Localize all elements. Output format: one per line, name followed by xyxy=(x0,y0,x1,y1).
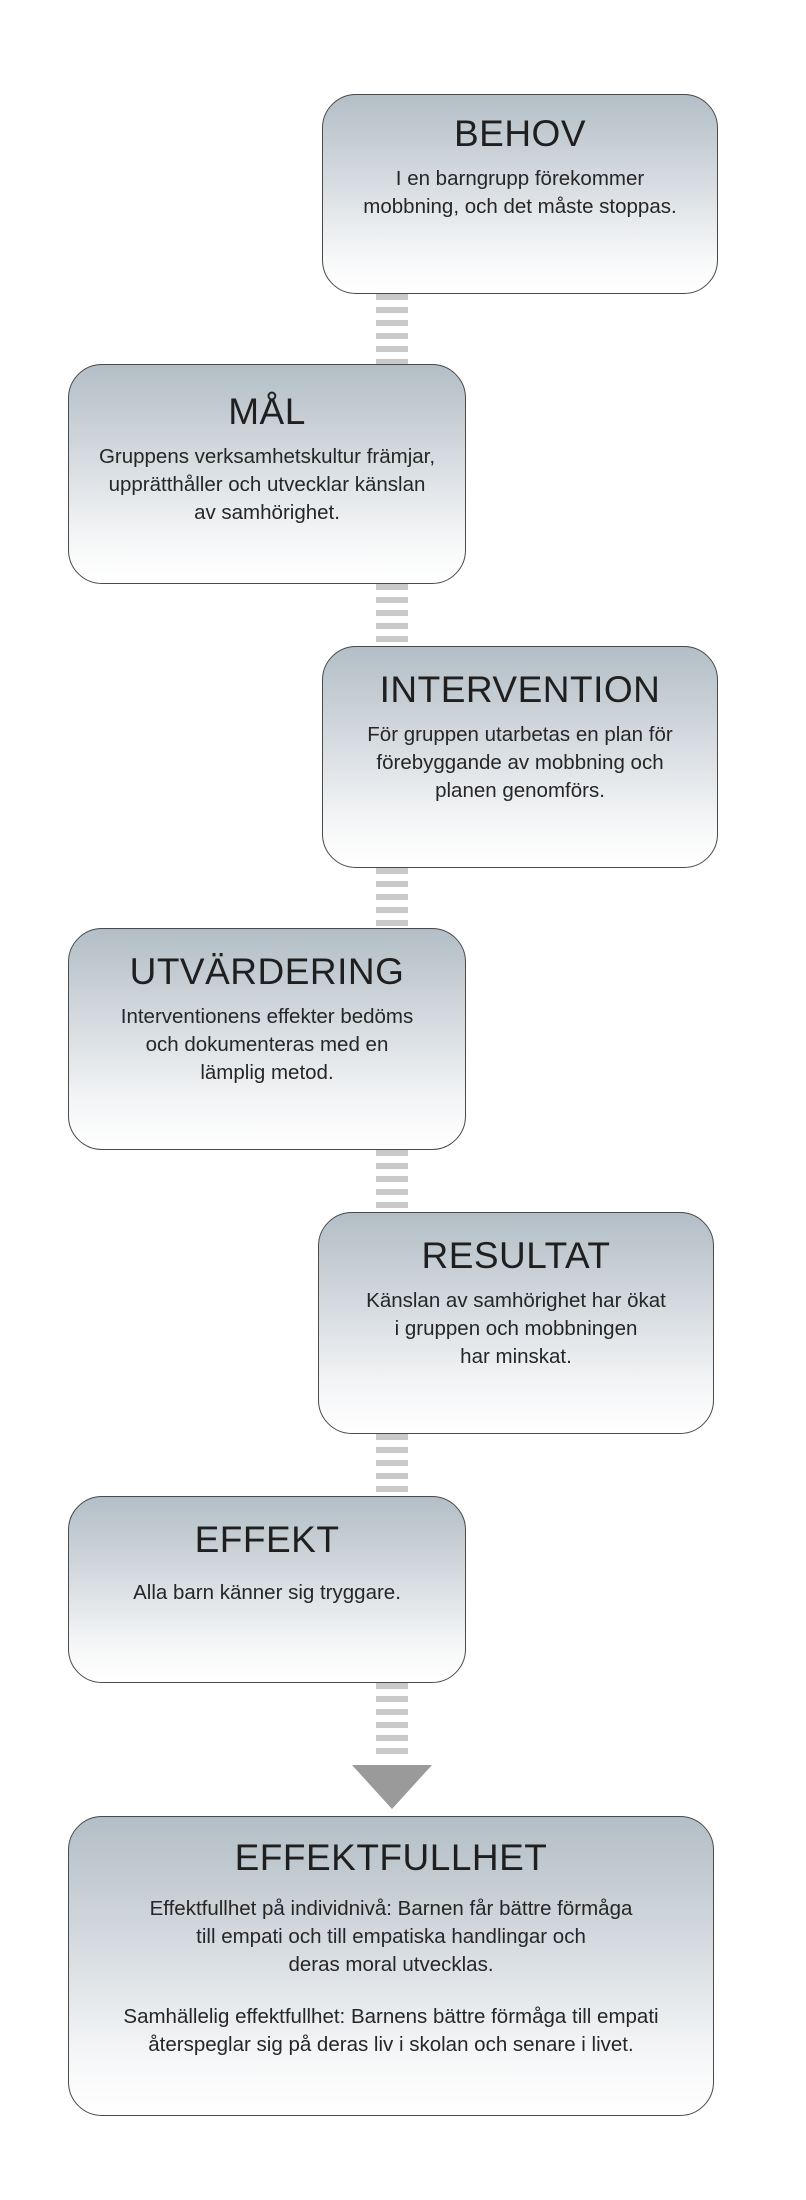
step-behov-box xyxy=(322,94,718,294)
connector-resultat-effekt xyxy=(376,1434,408,1496)
step-intervention-box xyxy=(322,646,718,868)
step-mal-box xyxy=(68,364,466,584)
down-arrow-icon xyxy=(352,1765,432,1809)
step-behov-text: I en barngrupp förekommer mobbning, och det måste stoppas. xyxy=(363,167,677,218)
step-resultat-text: Känslan av samhörighet har ökat i gruppen och mobbningen har minskat. xyxy=(366,1289,666,1368)
step-mal-text: Gruppens verksamhetskultur främjar, upprätthåller och utvecklar känslan av samhörighet. xyxy=(98,445,436,524)
step-resultat-box xyxy=(318,1212,714,1434)
step-effekt-box xyxy=(68,1496,466,1683)
step-intervention-text: För gruppen utarbetas en plan för förebyggande av mobbning och planen genomförs. xyxy=(367,723,673,802)
step-utvardering-box xyxy=(68,928,466,1150)
step-utvardering-text: Interventionens effekter bedöms och dokumenteras med en lämplig metod. xyxy=(120,1005,414,1084)
step-mal-title: MÅL xyxy=(228,391,306,432)
final-effektfullhet-box xyxy=(68,1816,714,2116)
step-utvardering-title: UTVÄRDERING xyxy=(129,951,405,992)
connector-effekt-arrow xyxy=(376,1683,408,1761)
step-intervention-title: INTERVENTION xyxy=(379,669,661,710)
step-resultat-title: RESULTAT xyxy=(421,1235,611,1276)
connector-mal-intervention xyxy=(376,584,408,646)
final-individ-text: Effektfullhet på individnivå: Barnen får bättre förmåga till empati och till empatiska handlingar och deras moral utvecklas. xyxy=(149,1897,633,1976)
connector-intervention-utvardering xyxy=(376,868,408,928)
step-effekt-title: EFFEKT xyxy=(194,1519,340,1560)
final-effektfullhet-title: EFFEKTFULLHET xyxy=(234,1837,548,1878)
connector-utvardering-resultat xyxy=(376,1150,408,1212)
step-behov-title: BEHOV xyxy=(453,113,587,154)
step-effekt-text: Alla barn känner sig tryggare. xyxy=(133,1581,401,1604)
final-samhalle-text: Samhällelig effektfullhet: Barnens bättre förmåga till empati återspeglar sig på deras liv i skolan och senare i livet. xyxy=(123,2005,659,2056)
connector-behov-mal xyxy=(376,294,408,364)
